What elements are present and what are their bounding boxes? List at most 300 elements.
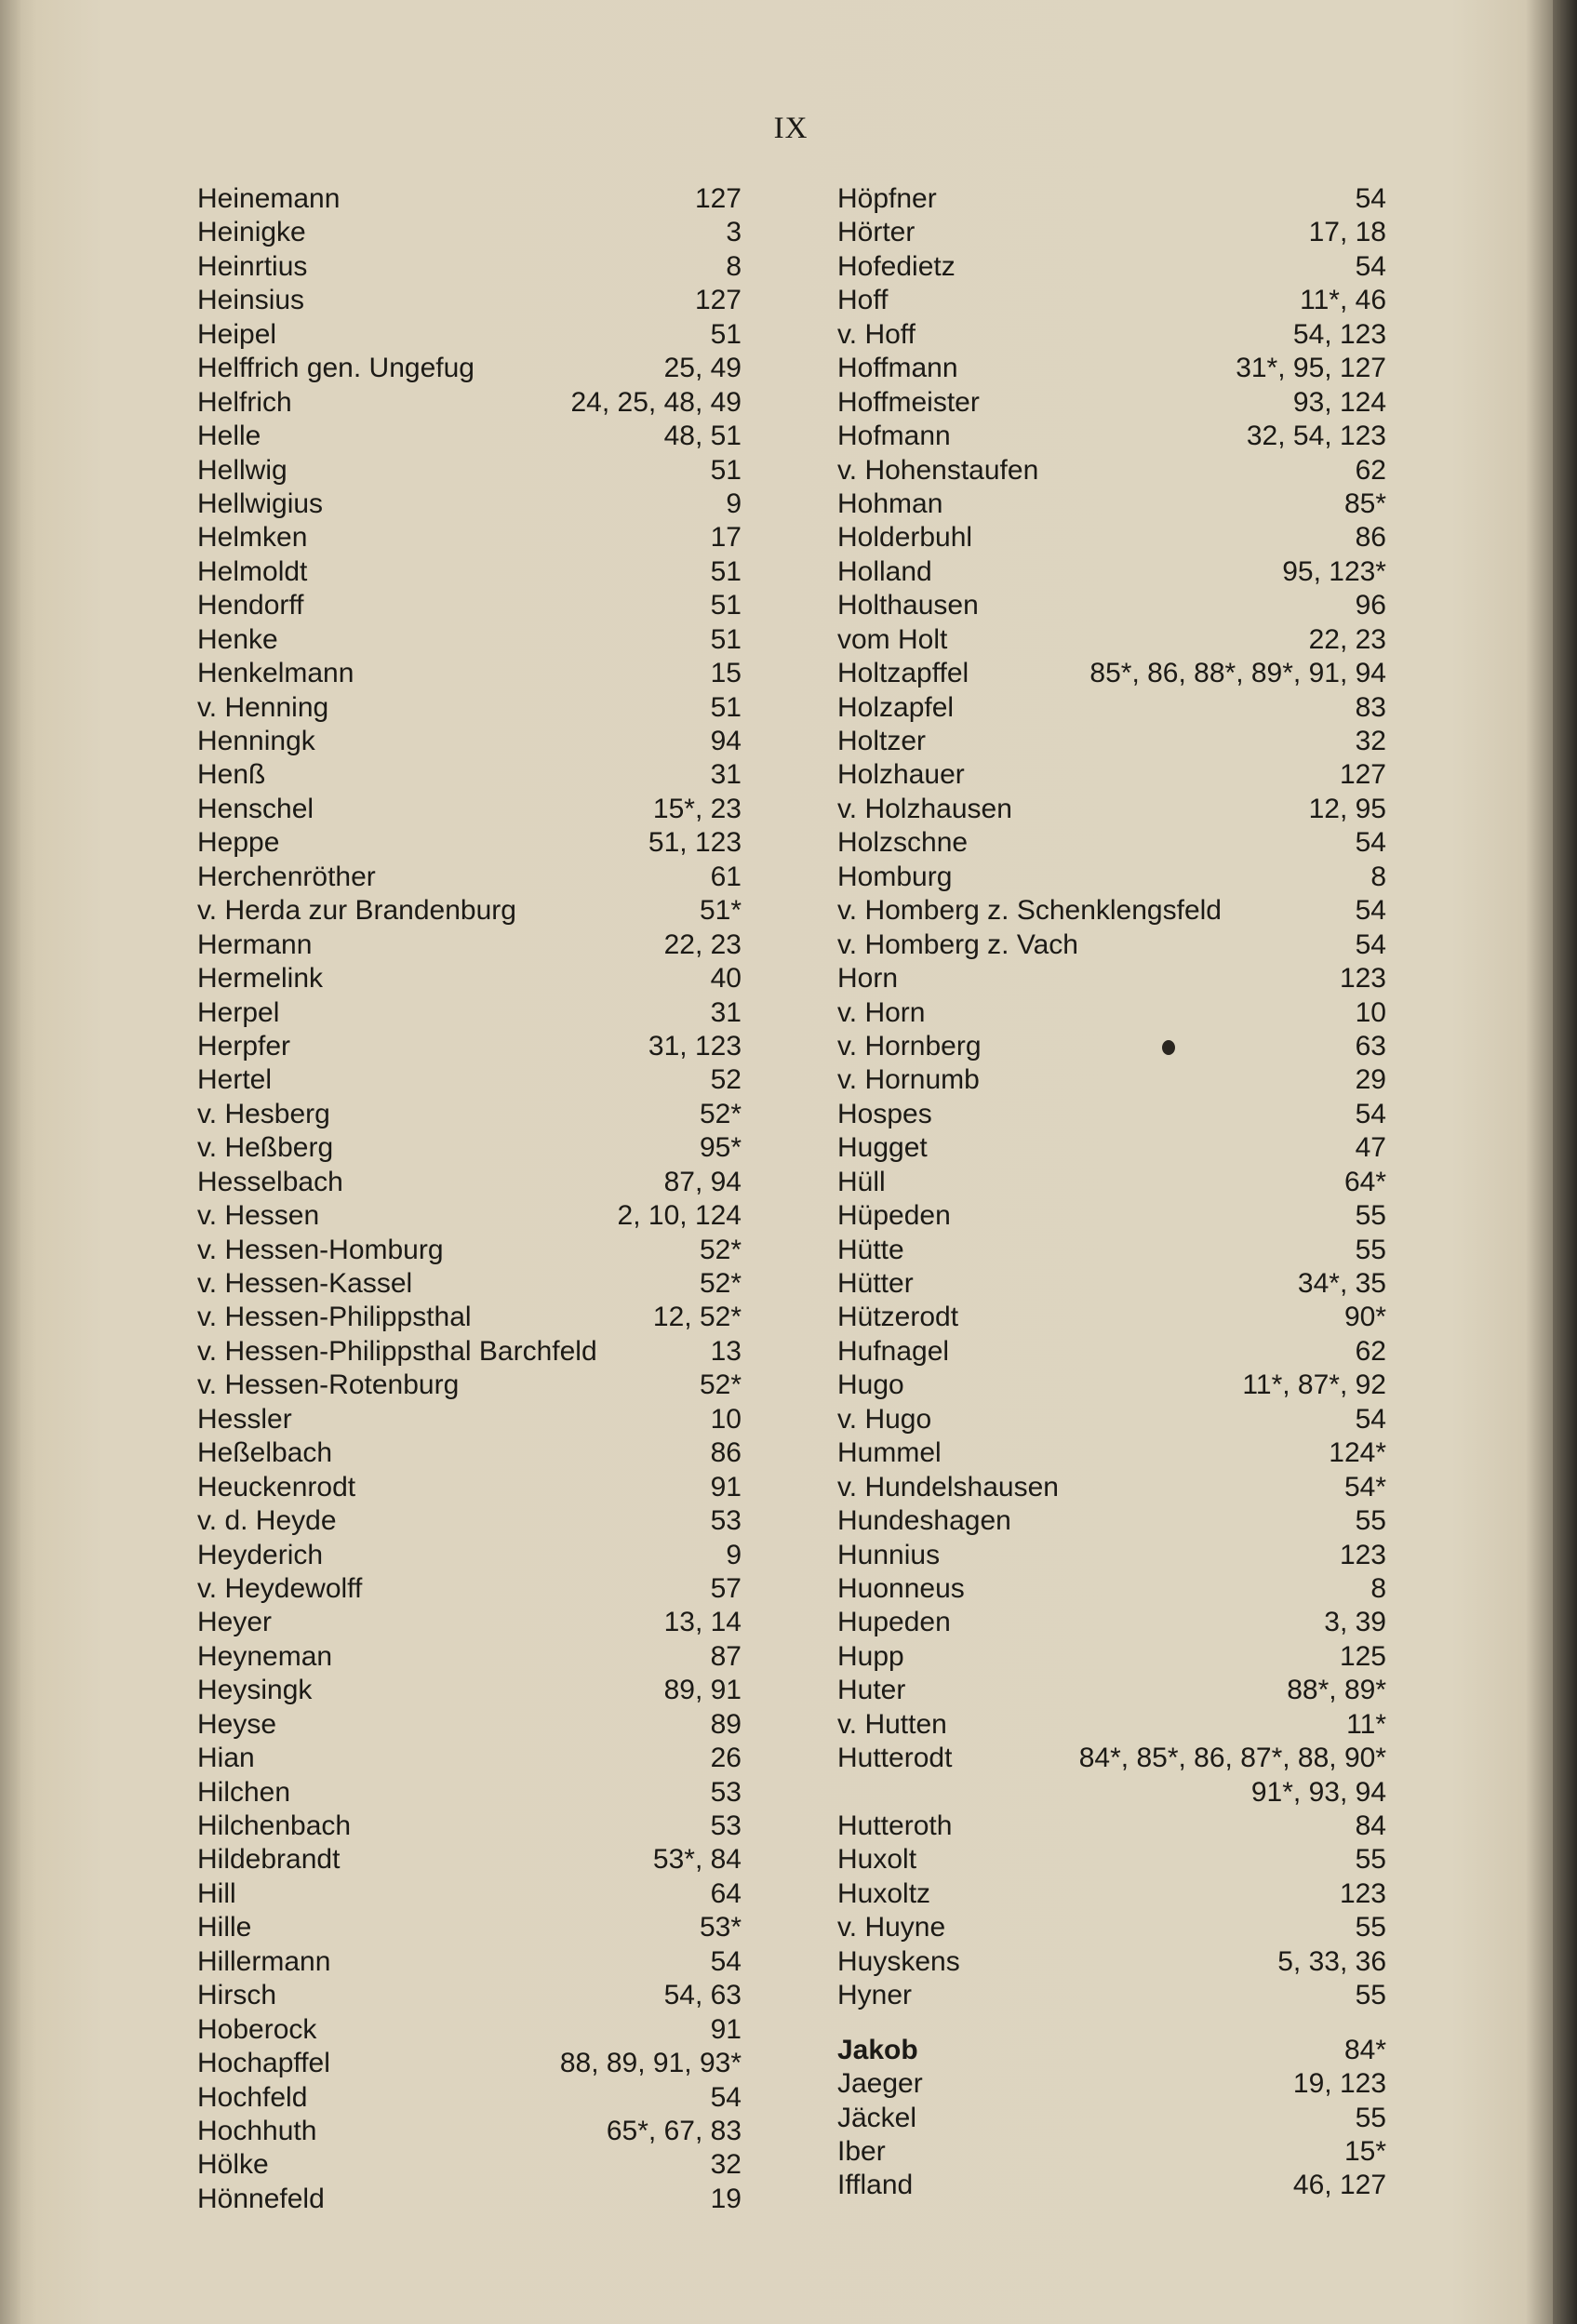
entry-pages: 13 — [710, 1335, 742, 1367]
entry-name: Hessler — [197, 1403, 292, 1435]
entry-pages: 84*, 85*, 86, 87*, 88, 90* — [1078, 1743, 1386, 1774]
entry-pages: 55 — [1355, 1505, 1386, 1537]
entry-pages: 64 — [710, 1877, 742, 1909]
entry-name: Hyner — [837, 1980, 913, 2011]
entry-pages: 86 — [1355, 522, 1386, 554]
entry-name: Heysingk — [197, 1675, 313, 1706]
entry-name: Hochhuth — [197, 2115, 317, 2146]
entry-pages: 96 — [1355, 590, 1386, 621]
index-entry — [197, 894, 742, 928]
entry-name: Helmoldt — [197, 555, 308, 587]
index-entry — [837, 623, 1386, 657]
entry-name: vom Holt — [837, 623, 948, 655]
entry-name: Henß — [197, 759, 266, 791]
entry-name: Hospes — [837, 1098, 932, 1129]
entry-pages: 93, 124 — [1292, 386, 1386, 418]
entry-pages: 62 — [1355, 1335, 1386, 1367]
index-entry — [197, 1335, 742, 1369]
entry-name: Helffrich gen. Ungefug — [197, 353, 474, 384]
entry-name: Henschel — [197, 793, 314, 824]
entry-pages: 51 — [710, 555, 742, 587]
entry-pages: 32 — [1355, 726, 1386, 756]
entry-name: v. Hessen-Kassel — [197, 1268, 413, 1299]
index-entry — [197, 793, 742, 826]
index-entry — [197, 1098, 742, 1131]
index-entry — [837, 793, 1386, 826]
entry-name: Herchenröther — [197, 861, 376, 892]
entry-name: Heppe — [197, 827, 280, 859]
entry-pages: 123 — [1339, 1539, 1386, 1570]
entry-name: Hummel — [837, 1437, 942, 1469]
index-entry — [197, 1572, 742, 1606]
index-entry — [837, 657, 1386, 690]
entry-pages: 25, 49 — [663, 353, 742, 384]
entry-name: Hillermann — [197, 1945, 331, 1977]
entry-pages: 127 — [694, 285, 742, 316]
index-entry — [197, 1301, 742, 1334]
entry-name: Hönnefeld — [197, 2183, 325, 2214]
entry-pages: 8 — [726, 250, 742, 282]
index-entry — [197, 1776, 742, 1810]
entry-pages: 127 — [1339, 759, 1386, 791]
entry-name: Henke — [197, 623, 278, 655]
entry-name: Hian — [197, 1743, 255, 1774]
entry-name: v. Hessen-Philippsthal — [197, 1302, 472, 1333]
index-entry — [837, 928, 1386, 962]
index-entry — [837, 488, 1386, 521]
entry-name: Holtzapffel — [837, 658, 969, 689]
entry-pages: 53 — [710, 1505, 742, 1537]
entry-name: Hesselbach — [197, 1166, 343, 1197]
entry-name: v. Henning — [197, 691, 329, 723]
index-entry — [197, 1742, 742, 1775]
entry-pages: 5, 33, 36 — [1277, 1945, 1386, 1977]
index-entry — [197, 1911, 742, 1944]
entry-name: Höpfner — [837, 183, 937, 214]
index-entry-continuation — [837, 1776, 1386, 1810]
index-entry — [197, 2081, 742, 2115]
entry-pages: 90* — [1343, 1302, 1386, 1333]
index-entry — [837, 555, 1386, 589]
entry-name: Hüpeden — [837, 1200, 951, 1232]
entry-pages: 87, 94 — [663, 1166, 742, 1197]
index-entry — [197, 2148, 742, 2182]
index-entry — [837, 216, 1386, 249]
index-entry — [197, 2115, 742, 2148]
entry-pages: 94 — [710, 726, 742, 756]
entry-name: Hellwig — [197, 454, 287, 486]
entry-pages: 48, 51 — [663, 421, 742, 452]
index-entry — [837, 1369, 1386, 1402]
index-entry — [197, 1539, 742, 1572]
entry-pages: 61 — [710, 861, 742, 892]
entry-name: Hofmann — [837, 421, 951, 452]
entry-pages: 13, 14 — [663, 1607, 742, 1638]
entry-name: Heinigke — [197, 217, 306, 248]
index-entry — [837, 1403, 1386, 1436]
index-entry — [837, 182, 1386, 216]
entry-name: Henningk — [197, 726, 315, 756]
index-entry — [197, 352, 742, 385]
entry-pages: 91 — [710, 2013, 742, 2045]
entry-name: Holthausen — [837, 590, 979, 621]
index-entry — [837, 1674, 1386, 1707]
entry-pages: 54 — [1355, 1403, 1386, 1435]
entry-name: Hochapffel — [197, 2048, 330, 2079]
index-entry — [197, 657, 742, 690]
entry-name: Henkelmann — [197, 658, 354, 689]
entry-pages: 51, 123 — [648, 827, 742, 859]
index-entry — [197, 1063, 742, 1097]
entry-name: Heyse — [197, 1708, 277, 1740]
entry-name: Hugget — [837, 1132, 928, 1164]
entry-pages: 52* — [699, 1234, 742, 1265]
entry-pages: 55 — [1355, 1912, 1386, 1943]
entry-pages: 127 — [694, 183, 742, 214]
entry-name: Hoff — [837, 285, 889, 316]
entry-pages: 95, 123* — [1282, 555, 1386, 587]
entry-name: Hugo — [837, 1369, 904, 1401]
entry-pages: 26 — [710, 1743, 742, 1774]
entry-name: Helle — [197, 421, 261, 452]
entry-pages: 15 — [710, 658, 742, 689]
entry-name: Hupeden — [837, 1607, 951, 1638]
entry-pages: 9 — [726, 488, 742, 519]
entry-name: Hutterodt — [837, 1743, 953, 1774]
section-gap — [837, 2013, 1386, 2034]
entry-pages: 8 — [1370, 1572, 1386, 1604]
entry-pages: 124* — [1329, 1437, 1386, 1469]
index-entry — [837, 1640, 1386, 1674]
entry-pages: 17, 18 — [1308, 217, 1386, 248]
entry-pages: 22, 23 — [1308, 623, 1386, 655]
entry-name: v. Hornumb — [837, 1064, 980, 1096]
index-entry — [837, 1063, 1386, 1097]
entry-pages: 51* — [699, 895, 742, 927]
entry-pages: 125 — [1339, 1640, 1386, 1672]
index-entry — [197, 758, 742, 792]
index-entry — [197, 1030, 742, 1063]
entry-pages: 51 — [710, 691, 742, 723]
entry-name: Heuckenrodt — [197, 1471, 356, 1503]
entry-pages: 89, 91 — [663, 1675, 742, 1706]
entry-pages: 95* — [699, 1132, 742, 1164]
index-entry — [837, 318, 1386, 352]
entry-name: v. Hohenstaufen — [837, 454, 1039, 486]
index-entry — [197, 1979, 742, 2012]
index-entry — [197, 1369, 742, 1402]
entry-pages: 15* — [1343, 2135, 1386, 2167]
entry-pages: 12, 52* — [652, 1302, 742, 1333]
entry-name: Hufnagel — [837, 1335, 950, 1367]
index-entry — [837, 1335, 1386, 1369]
entry-pages: 15*, 23 — [652, 793, 742, 824]
entry-name: Hütte — [837, 1234, 904, 1265]
entry-pages: 123 — [1339, 963, 1386, 995]
index-entry — [837, 691, 1386, 725]
entry-name: Hirsch — [197, 1980, 277, 2011]
entry-name: v. Homberg z. Schenklengsfeld — [837, 895, 1222, 927]
entry-name: v. Heßberg — [197, 1132, 334, 1164]
entry-pages: 53 — [710, 1810, 742, 1841]
index-entry — [197, 2183, 742, 2216]
index-entry — [837, 1843, 1386, 1877]
entry-name: v. Hutten — [837, 1708, 947, 1740]
entry-pages: 51 — [710, 454, 742, 486]
index-entry — [837, 1539, 1386, 1572]
index-entry — [197, 996, 742, 1030]
index-entry — [197, 216, 742, 249]
index-entry — [837, 589, 1386, 622]
index-entry — [197, 1471, 742, 1504]
entry-name: Helfrich — [197, 386, 292, 418]
index-entry — [837, 725, 1386, 758]
entry-pages: 55 — [1355, 1844, 1386, 1876]
entry-name: Hendorff — [197, 590, 304, 621]
entry-name: Hoffmann — [837, 353, 958, 384]
entry-name: Heßelbach — [197, 1437, 333, 1469]
index-entry — [837, 2067, 1386, 2101]
entry-pages: 91*, 93, 94 — [1250, 1776, 1386, 1808]
index-entry — [837, 1810, 1386, 1843]
index-entry — [837, 420, 1386, 453]
entry-pages: 29 — [1355, 1064, 1386, 1096]
entry-pages: 84* — [1343, 2034, 1386, 2065]
index-entry — [197, 589, 742, 622]
index-entry — [837, 1199, 1386, 1233]
index-entry — [197, 1606, 742, 1639]
index-entry — [837, 2102, 1386, 2135]
index-entry — [837, 454, 1386, 488]
entry-name: Heyneman — [197, 1640, 333, 1672]
index-entry — [837, 1098, 1386, 1131]
entry-name: Heinrtius — [197, 250, 308, 282]
entry-pages: 84 — [1355, 1810, 1386, 1841]
entry-pages: 91 — [710, 1471, 742, 1503]
index-entry — [837, 1267, 1386, 1301]
index-entry — [837, 386, 1386, 420]
entry-name: Iber — [837, 2135, 886, 2167]
entry-pages: 10 — [710, 1403, 742, 1435]
entry-pages: 3, 39 — [1324, 1607, 1386, 1638]
index-entry — [197, 182, 742, 216]
index-entry — [837, 1742, 1386, 1775]
entry-name: Hohman — [837, 488, 943, 519]
entry-name: v. Hessen-Rotenburg — [197, 1369, 460, 1401]
index-entry — [837, 826, 1386, 860]
entry-name: Holzhauer — [837, 759, 965, 791]
index-entry — [197, 555, 742, 589]
index-entry — [197, 962, 742, 995]
entry-pages: 89 — [710, 1708, 742, 1740]
entry-name: Hill — [197, 1877, 236, 1909]
entry-name: Hupp — [837, 1640, 904, 1672]
entry-name: v. Hesberg — [197, 1098, 330, 1129]
entry-pages: 9 — [726, 1539, 742, 1570]
entry-pages: 54 — [1355, 928, 1386, 960]
entry-name: Hoffmeister — [837, 386, 980, 418]
entry-name: Heyderich — [197, 1539, 324, 1570]
entry-pages: 31 — [710, 996, 742, 1028]
index-entry — [197, 1945, 742, 1979]
entry-name: Huyskens — [837, 1945, 960, 1977]
index-entry — [197, 521, 742, 554]
page-edge — [1553, 0, 1577, 2324]
entry-name: Huxolt — [837, 1844, 917, 1876]
index-entry — [197, 1810, 742, 1843]
entry-name: Hermelink — [197, 963, 324, 995]
index-entry — [197, 1436, 742, 1470]
entry-pages: 62 — [1355, 454, 1386, 486]
index-entry — [197, 1403, 742, 1436]
entry-pages: 87 — [710, 1640, 742, 1672]
page-number: IX — [773, 112, 809, 145]
index-entry — [837, 861, 1386, 894]
entry-pages: 11*, 46 — [1300, 285, 1386, 316]
entry-pages: 31, 123 — [648, 1030, 742, 1062]
index-entry — [197, 691, 742, 725]
index-entry — [197, 1166, 742, 1199]
index-entry — [837, 1504, 1386, 1538]
index-entry — [837, 1131, 1386, 1165]
entry-pages: 88, 89, 91, 93* — [559, 2048, 742, 2079]
entry-pages: 54 — [1355, 895, 1386, 927]
entry-name: v. Hundelshausen — [837, 1471, 1059, 1503]
entry-pages: 54 — [1355, 827, 1386, 859]
entry-pages: 51 — [710, 623, 742, 655]
index-column-left — [197, 182, 742, 2216]
entry-pages: 51 — [710, 590, 742, 621]
index-entry — [197, 1708, 742, 1742]
entry-pages: 123 — [1339, 1877, 1386, 1909]
entry-name: Hützerodt — [837, 1302, 959, 1333]
index-entry — [197, 454, 742, 488]
index-entry — [197, 2013, 742, 2047]
entry-pages: 32, 54, 123 — [1246, 421, 1386, 452]
index-entry — [197, 318, 742, 352]
entry-pages: 63 — [1355, 1030, 1386, 1062]
index-entry — [197, 2047, 742, 2080]
entry-name: Helmken — [197, 522, 308, 554]
entry-name: Hundeshagen — [837, 1505, 1011, 1537]
index-entry — [837, 1979, 1386, 2012]
entry-pages: 10 — [1355, 996, 1386, 1028]
entry-pages: 86 — [710, 1437, 742, 1469]
entry-name: Iffland — [837, 2170, 914, 2201]
entry-pages: 54 — [710, 2081, 742, 2113]
entry-pages: 8 — [1370, 861, 1386, 892]
entry-name: Hertel — [197, 1064, 273, 1096]
entry-name: Holzschne — [837, 827, 969, 859]
entry-name: Holzapfel — [837, 691, 955, 723]
entry-name: v. Heydewolff — [197, 1572, 363, 1604]
entry-name: Hildebrandt — [197, 1844, 341, 1876]
entry-name: Hutteroth — [837, 1810, 953, 1841]
entry-pages: 52 — [710, 1064, 742, 1096]
entry-pages: 54* — [1343, 1471, 1386, 1503]
entry-name: Hörter — [837, 217, 915, 248]
index-entry — [197, 386, 742, 420]
index-entry — [197, 1199, 742, 1233]
entry-pages: 55 — [1355, 1980, 1386, 2011]
index-entry — [197, 1877, 742, 1911]
entry-pages: 88*, 89* — [1287, 1675, 1386, 1706]
entry-name: v. Homberg z. Vach — [837, 928, 1078, 960]
index-entry — [837, 1911, 1386, 1944]
entry-pages: 54 — [1355, 183, 1386, 214]
entry-name: v. Hessen-Homburg — [197, 1234, 444, 1265]
index-entry — [837, 2135, 1386, 2169]
entry-name: Heyer — [197, 1607, 273, 1638]
index-entry — [197, 1674, 742, 1707]
entry-pages: 83 — [1355, 691, 1386, 723]
index-entry — [837, 1030, 1386, 1063]
entry-name: Hofedietz — [837, 250, 956, 282]
entry-name: Hermann — [197, 928, 313, 960]
index-entry — [837, 962, 1386, 995]
index-entry — [837, 352, 1386, 385]
entry-pages: 54 — [1355, 250, 1386, 282]
entry-pages: 53* — [699, 1912, 742, 1943]
entry-pages: 2, 10, 124 — [617, 1200, 742, 1232]
index-entry — [197, 420, 742, 453]
index-entry — [837, 284, 1386, 317]
entry-pages: 85* — [1343, 488, 1386, 519]
entry-pages: 54, 63 — [663, 1980, 742, 2011]
entry-name: Hunnius — [837, 1539, 941, 1570]
entry-name: Huter — [837, 1675, 906, 1706]
index-column-right — [837, 182, 1386, 2203]
entry-name: Hölke — [197, 2149, 269, 2181]
entry-pages: 55 — [1355, 2102, 1386, 2133]
entry-pages: 57 — [710, 1572, 742, 1604]
index-entry — [837, 2169, 1386, 2202]
entry-pages: 11* — [1346, 1708, 1386, 1740]
entry-name: Hilchenbach — [197, 1810, 352, 1841]
entry-pages: 54, 123 — [1292, 318, 1386, 350]
entry-name: Holland — [837, 555, 932, 587]
index-entry — [197, 284, 742, 317]
entry-pages: 31 — [710, 759, 742, 791]
entry-pages: 53*, 84 — [652, 1844, 742, 1876]
index-entry — [837, 1234, 1386, 1267]
index-entry — [197, 1640, 742, 1674]
entry-pages: 51 — [710, 318, 742, 350]
entry-pages: 22, 23 — [663, 928, 742, 960]
entry-name: Hochfeld — [197, 2081, 308, 2113]
entry-name: Holtzer — [837, 726, 927, 756]
entry-pages: 53 — [710, 1776, 742, 1808]
index-entry — [837, 1945, 1386, 1979]
entry-name: Jaeger — [837, 2068, 923, 2100]
entry-name: Holderbuhl — [837, 522, 973, 554]
entry-pages: 24, 25, 48, 49 — [570, 386, 742, 418]
index-entry — [837, 1436, 1386, 1470]
entry-pages: 31*, 95, 127 — [1236, 353, 1386, 384]
entry-name: v. Holzhausen — [837, 793, 1012, 824]
entry-pages: 52* — [699, 1268, 742, 1299]
entry-name: v. Hessen — [197, 1200, 320, 1232]
index-entry — [197, 1843, 742, 1877]
entry-name: Huonneus — [837, 1572, 965, 1604]
entry-pages: 17 — [710, 522, 742, 554]
entry-name: Jäckel — [837, 2102, 917, 2133]
entry-name: v. Hoff — [837, 318, 915, 350]
index-entry — [197, 250, 742, 284]
index-entry — [837, 1606, 1386, 1639]
entry-pages: 40 — [710, 963, 742, 995]
entry-name: v. Herda zur Brandenburg — [197, 895, 516, 927]
